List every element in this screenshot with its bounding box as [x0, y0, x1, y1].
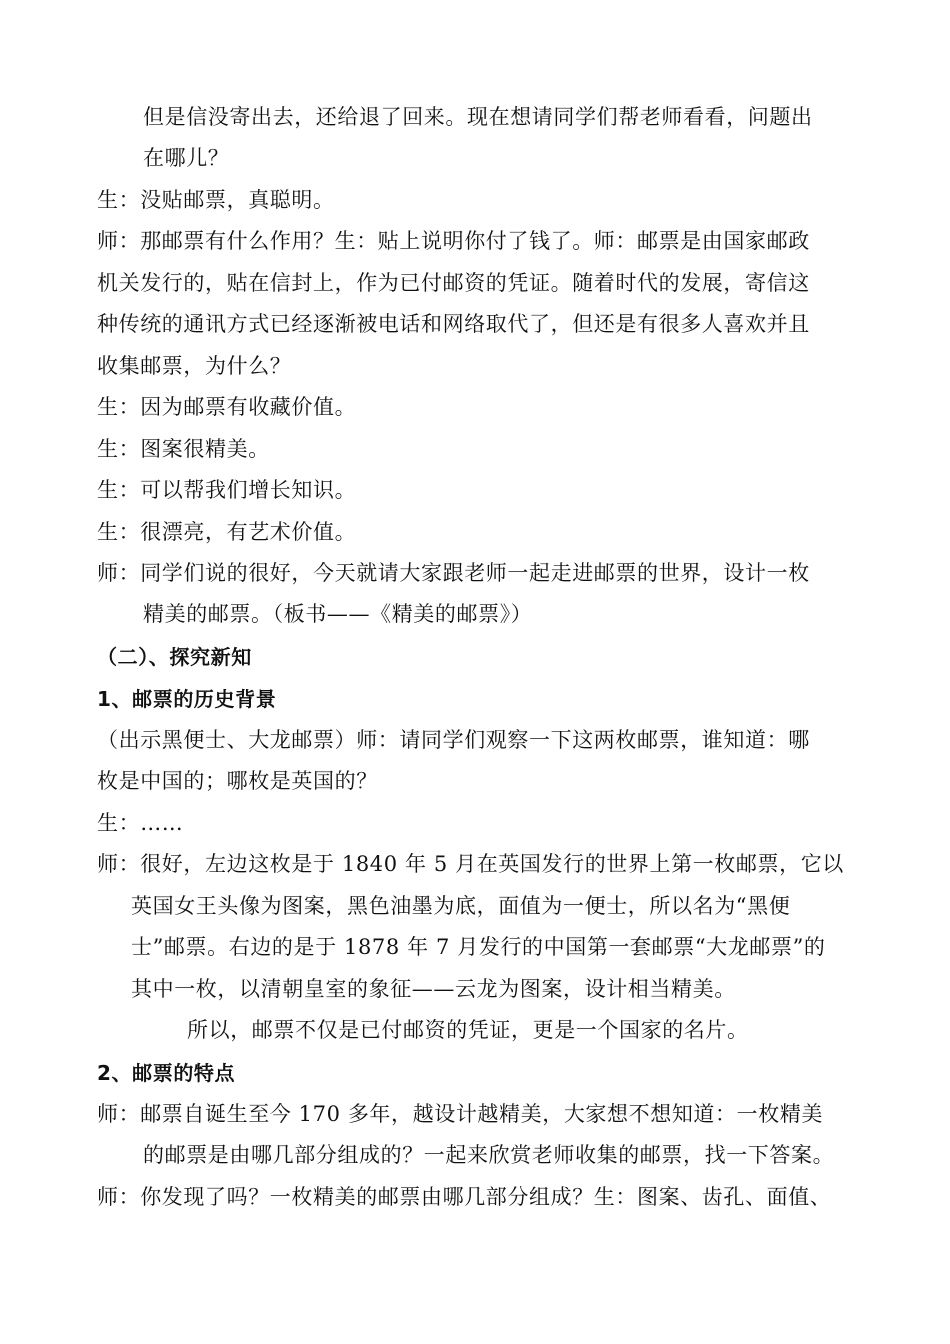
text-line: 精美的邮票。（板书——《精美的邮票》）	[143, 602, 533, 626]
text-line: 生：很漂亮，有艺术价值。	[97, 520, 357, 544]
text-line: 所以，邮票不仅是已付邮资的凭证，更是一个国家的名片。	[187, 1018, 749, 1042]
text-line: 生：图案很精美。	[97, 437, 270, 461]
text-line: 英国女王头像为图案，黑色油墨为底，面值为一便士，所以名为“黑便	[131, 894, 791, 918]
text-line: （出示黑便士、大龙邮票）师：请同学们观察一下这两枚邮票，谁知道：哪	[97, 728, 810, 752]
text-line: 师：邮票自诞生至今 170 多年，越设计越精美，大家想不想知道：一枚精美	[97, 1102, 824, 1126]
text-line: 生：因为邮票有收藏价值。	[97, 395, 357, 419]
text-line: 的邮票是由哪几部分组成的？一起来欣赏老师收集的邮票，找一下答案。	[143, 1143, 835, 1167]
text-line: 在哪儿？	[143, 146, 230, 170]
text-line: 种传统的通讯方式已经逐渐被电话和网络取代了，但还是有很多人喜欢并且	[97, 312, 810, 336]
text-line: 生：可以帮我们增长知识。	[97, 478, 357, 502]
text-line: 但是信没寄出去，还给退了回来。现在想请同学们帮老师看看，问题出	[143, 105, 813, 129]
text-line: 收集邮票，为什么？	[97, 354, 292, 378]
text-line: 士”邮票。右边的是于 1878 年 7 月发行的中国第一套邮票“大龙邮票”的	[131, 935, 826, 959]
text-line: 师：那邮票有什么作用？生：贴上说明你付了钱了。师：邮票是由国家邮政	[97, 229, 810, 253]
text-line: 枚是中国的；哪枚是英国的？	[97, 769, 378, 793]
text-line: 其中一枚，以清朝皇室的象征——云龙为图案，设计相当精美。	[131, 977, 736, 1001]
text-line: 机关发行的，贴在信封上，作为已付邮资的凭证。随着时代的发展，寄信这	[97, 271, 810, 295]
text-line: 生：……	[97, 811, 184, 835]
text-line: 师：你发现了吗？一枚精美的邮票由哪几部分组成？生：图案、齿孔、面值、	[97, 1185, 832, 1209]
text-line: 生：没贴邮票，真聪明。	[97, 188, 335, 212]
subsection-heading: 2、邮票的特点	[97, 1061, 236, 1085]
section-heading: （二）、探究新知	[97, 645, 252, 669]
text-line: 师：很好，左边这枚是于 1840 年 5 月在英国发行的世界上第一枚邮票，它以	[97, 852, 844, 876]
text-line: 师：同学们说的很好，今天就请大家跟老师一起走进邮票的世界，设计一枚	[97, 561, 810, 585]
subsection-heading: 1、邮票的历史背景	[97, 687, 277, 711]
